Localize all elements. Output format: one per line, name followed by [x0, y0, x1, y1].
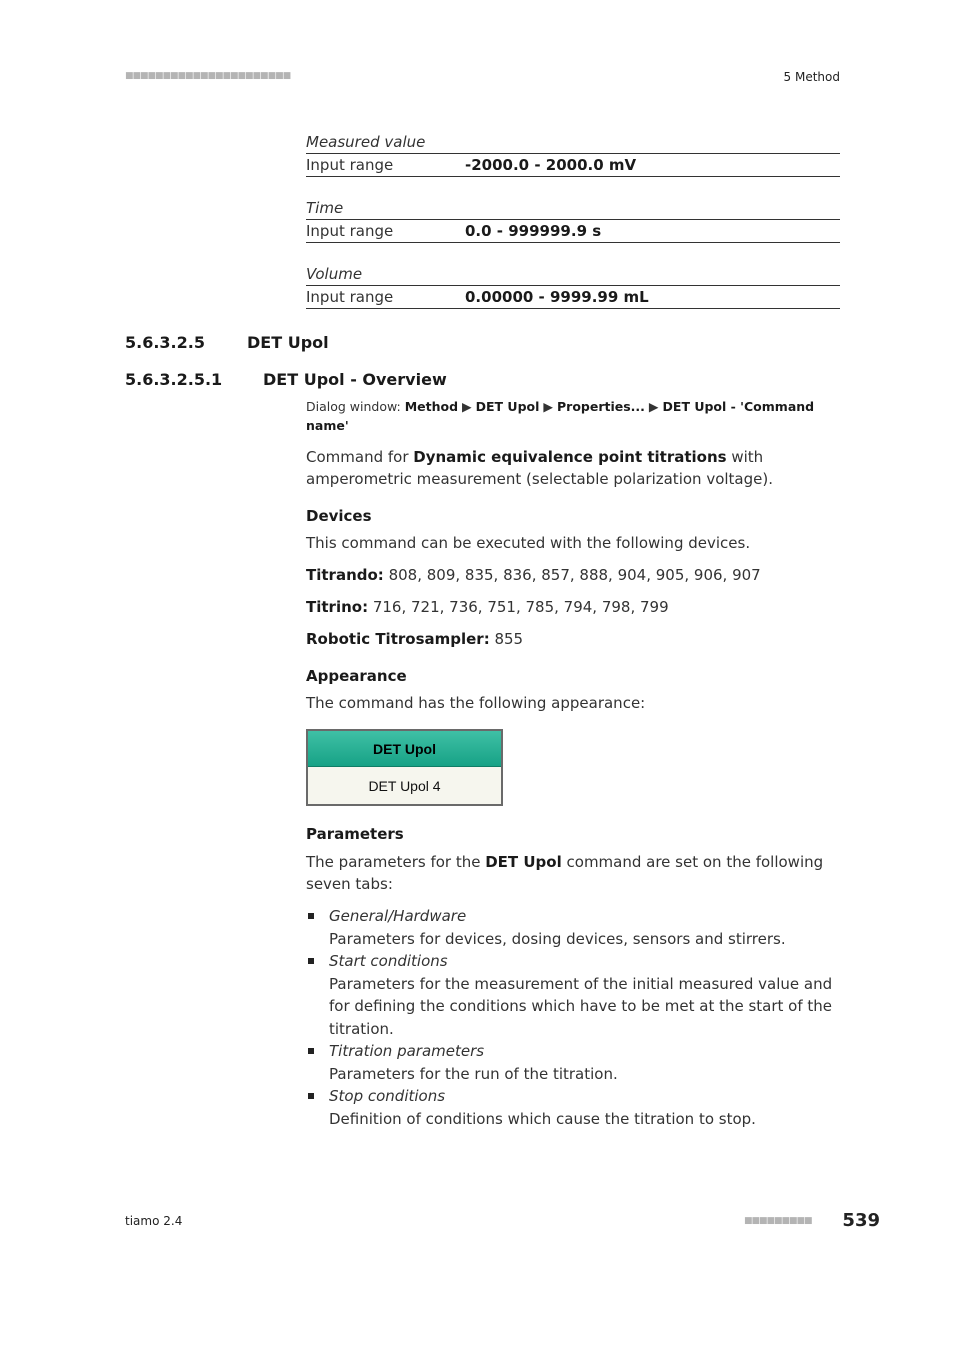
command-box-image	[306, 729, 503, 806]
parameters-text: The parameters for the	[306, 853, 486, 871]
bullet-icon	[308, 958, 314, 964]
header-decoration: ■■■■■■■■■■■■■■■■■■■■■■	[125, 71, 291, 81]
appearance-heading: Appearance	[306, 667, 407, 685]
list-item	[306, 1040, 840, 1085]
device-line	[306, 628, 840, 650]
param-key: Input range	[306, 288, 394, 306]
subsection-number: 5.6.3.2.5.1	[125, 370, 223, 389]
arrow-icon: ▶	[543, 399, 554, 414]
parameters-paragraph	[306, 851, 840, 895]
arrow-icon: ▶	[462, 399, 472, 414]
param-table-measured-value	[306, 131, 840, 177]
intro-bold: Dynamic equivalence point titrations	[413, 448, 727, 466]
parameters-text: command are set on the following seven tabs:	[306, 853, 824, 893]
param-row	[306, 219, 840, 243]
device-label: Robotic Titrosampler:	[306, 630, 490, 648]
bullet-icon	[308, 913, 314, 919]
intro-text: with amperometric measurement (selectable polarization voltage).	[306, 448, 773, 488]
param-caption: Volume	[306, 265, 363, 283]
param-row	[306, 153, 840, 177]
device-line	[306, 564, 840, 586]
dialog-path-properties: Properties...	[557, 399, 645, 414]
dialog-prefix: Dialog window:	[306, 399, 405, 414]
tab-desc: Parameters for the measurement of the initial measured value and for defining the conditions which have to be met at the start of the titration.	[329, 974, 833, 1038]
tab-name: Stop conditions	[329, 1087, 446, 1105]
device-models: 855	[489, 630, 524, 648]
dialog-path-method: Method	[404, 399, 459, 414]
intro-paragraph	[306, 446, 840, 490]
header-section: 5 Method	[783, 70, 840, 84]
device-models: 716, 721, 736, 751, 785, 794, 798, 799	[368, 598, 669, 616]
device-models: 808, 809, 835, 836, 857, 888, 904, 905, 906, 907	[383, 566, 761, 584]
command-box-title: DET Upol	[308, 731, 501, 767]
dialog-path-window: DET Upol - 'Command name'	[306, 399, 815, 433]
parameters-heading: Parameters	[306, 825, 404, 843]
list-item	[306, 1085, 840, 1130]
subsection-title: DET Upol - Overview	[263, 370, 447, 389]
appearance-text: The command has the following appearance:	[306, 694, 646, 712]
intro-text: Command for	[306, 448, 414, 466]
arrow-icon: ▶	[648, 399, 659, 414]
dialog-path-command: DET Upol	[475, 399, 540, 414]
param-table-volume	[306, 263, 840, 309]
bullet-icon	[308, 1048, 314, 1054]
tab-desc: Parameters for devices, dosing devices, sensors and stirrers.	[329, 929, 786, 948]
tab-name: Start conditions	[329, 952, 448, 970]
tab-list	[306, 905, 840, 1130]
param-key: Input range	[306, 222, 394, 240]
param-value: 0.0 - 999999.9 s	[465, 222, 602, 240]
param-key: Input range	[306, 156, 394, 174]
command-box-label: DET Upol 4	[368, 777, 441, 794]
parameters-bold: DET Upol	[485, 853, 562, 871]
device-label: Titrino:	[306, 598, 369, 616]
page-number: 539	[842, 1210, 880, 1231]
footer-product: tiamo 2.4	[125, 1214, 183, 1228]
param-caption: Time	[306, 199, 344, 217]
device-label: Titrando:	[306, 566, 384, 584]
device-line	[306, 596, 840, 618]
devices-text: This command can be executed with the following devices.	[306, 534, 751, 552]
tab-desc: Definition of conditions which cause the titration to stop.	[329, 1109, 756, 1128]
tab-name: General/Hardware	[329, 907, 467, 925]
param-value: 0.00000 - 9999.99 mL	[465, 288, 649, 306]
footer-decoration: ■■■■■■■■■	[744, 1216, 812, 1226]
param-row	[306, 285, 840, 309]
tab-name: Titration parameters	[329, 1042, 485, 1060]
devices-heading: Devices	[306, 507, 372, 525]
param-table-time	[306, 197, 840, 243]
list-item	[306, 950, 840, 1040]
dialog-path	[306, 397, 840, 435]
tab-desc: Parameters for the run of the titration.	[329, 1064, 618, 1083]
param-caption: Measured value	[306, 133, 426, 151]
section-title: DET Upol	[247, 333, 329, 352]
bullet-icon	[308, 1093, 314, 1099]
param-value: -2000.0 - 2000.0 mV	[465, 156, 637, 174]
list-item	[306, 905, 840, 950]
section-number: 5.6.3.2.5	[125, 333, 205, 352]
